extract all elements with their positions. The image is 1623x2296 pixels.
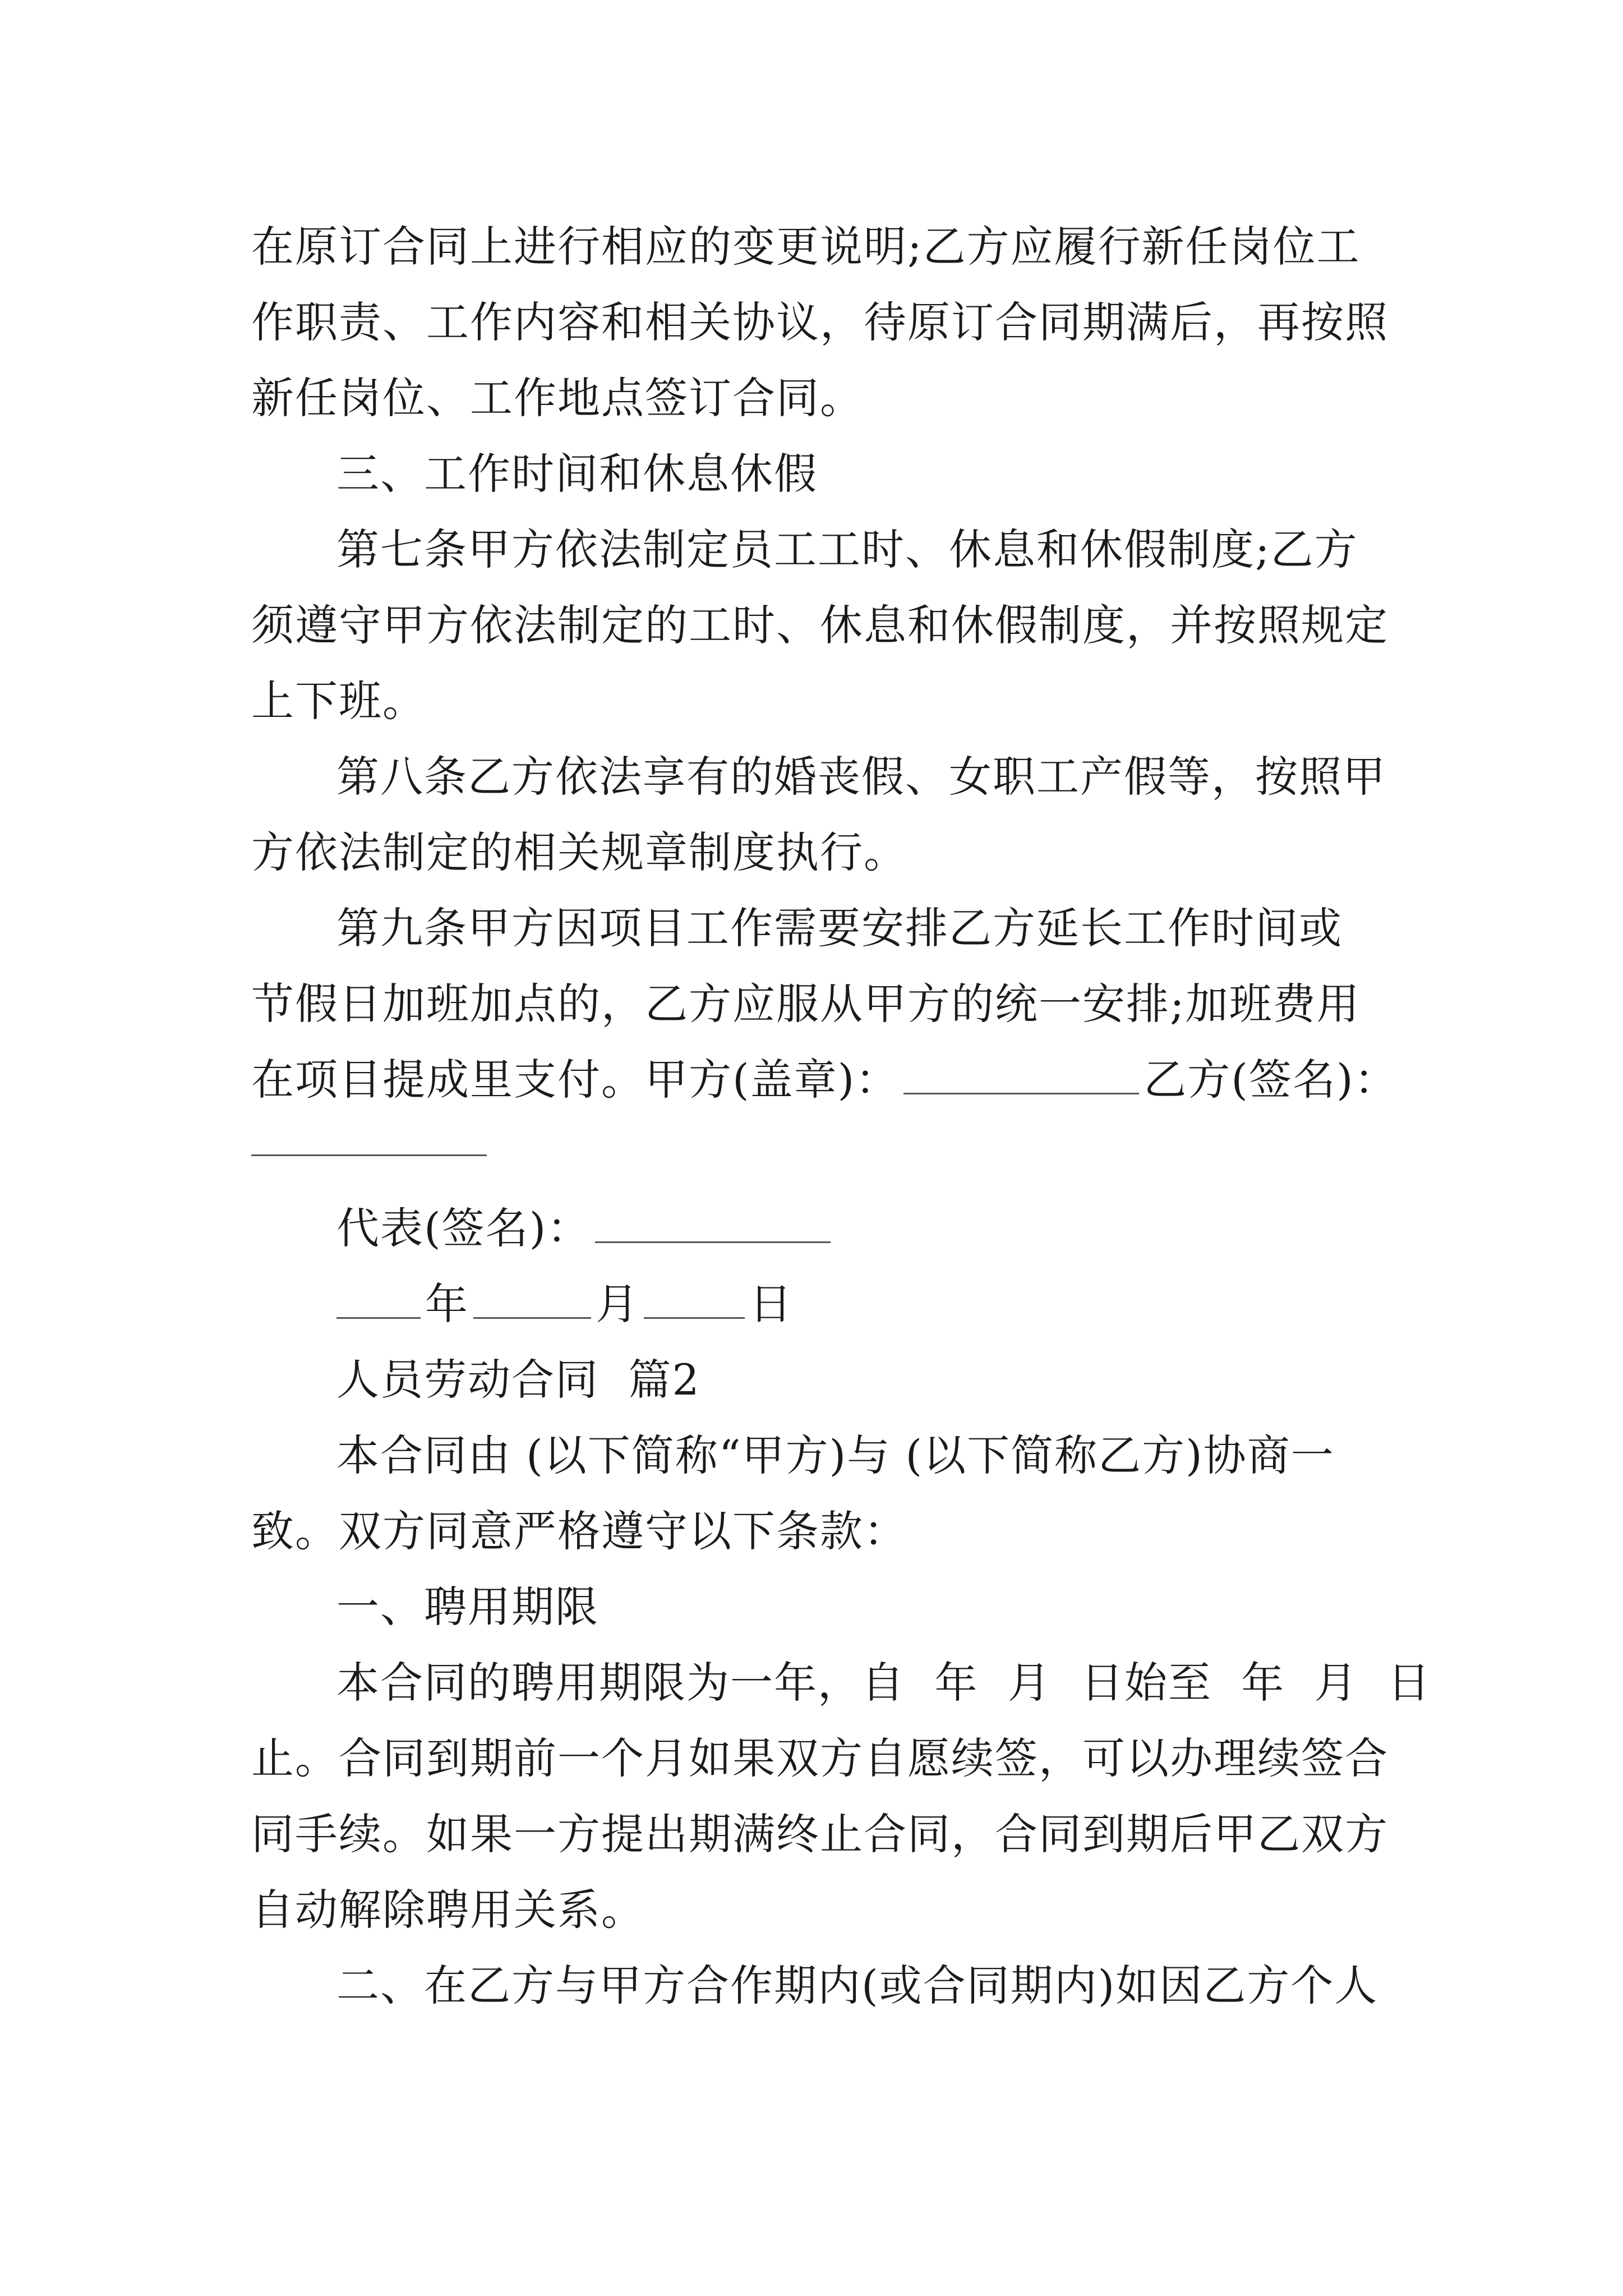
month-blank (473, 1281, 591, 1319)
article-7-line: 须遵守甲方依法制定的工时、休息和休假制度，并按照规定 (251, 600, 1389, 650)
section-2-line: 二、在乙方与甲方合作期内(或合同期内)如因乙方个人 (336, 1961, 1378, 2010)
representative-blank (595, 1205, 831, 1243)
paragraph-line: 作职责、工作内容和相关协议，待原订合同期满后，再按照 (251, 297, 1389, 347)
section-heading: 一、聘用期限 (336, 1582, 599, 1632)
intro-line: 本合同由 (以下简称“甲方)与 (以下简称乙方)协商一 (336, 1430, 1335, 1480)
date-line (336, 1276, 793, 1332)
section-heading: 三、工作时间和休息休假 (336, 449, 818, 499)
contract-title: 人员劳动合同 篇2 (336, 1355, 700, 1405)
article-9-line: 第九条甲方因项目工作需要安排乙方延长工作时间或 (336, 903, 1343, 953)
paragraph-line: 在原订合同上进行相应的变更说明;乙方应履行新任岗位工 (251, 222, 1361, 272)
party-b-sign-line (251, 1114, 491, 1170)
representative-label: 代表(签名)： (336, 1203, 591, 1253)
article-7-line: 第七条甲方依法制定员工工时、休息和休假制度;乙方 (336, 524, 1358, 574)
year-label: 年 (425, 1279, 469, 1329)
intro-line: 致。双方同意严格遵守以下条款： (251, 1506, 907, 1556)
party-a-seal-blank (903, 1057, 1139, 1094)
article-7-line: 上下班。 (251, 676, 426, 726)
party-b-sign-blank (251, 1119, 487, 1156)
day-blank (644, 1281, 745, 1319)
article-9-signature-line (251, 1052, 1398, 1108)
month-label: 月 (596, 1279, 639, 1329)
term-line: 止。合同到期前一个月如果双方自愿续签，可以办理续签合 (251, 1733, 1389, 1783)
article-8-line: 第八条乙方依法享有的婚丧假、女职工产假等，按照甲 (336, 752, 1386, 802)
day-label: 日 (749, 1279, 793, 1329)
party-b-sign-label: 乙方(签名)： (1144, 1055, 1398, 1105)
year-blank (336, 1281, 421, 1319)
article-8-line: 方依法制定的相关规章制度执行。 (251, 827, 907, 877)
term-line: 自动解除聘用关系。 (251, 1885, 645, 1935)
term-line: 本合同的聘用期限为一年，自 年 月 日始至 年 月 日 (336, 1658, 1431, 1708)
term-line: 同手续。如果一方提出期满终止合同，合同到期后甲乙双方 (251, 1809, 1389, 1859)
party-a-seal-label: 在项目提成里支付。甲方(盖章)： (251, 1055, 900, 1105)
representative-line (336, 1200, 835, 1257)
article-9-line: 节假日加班加点的，乙方应服从甲方的统一安排;加班费用 (251, 979, 1361, 1029)
paragraph-line: 新任岗位、工作地点签订合同。 (251, 373, 864, 423)
